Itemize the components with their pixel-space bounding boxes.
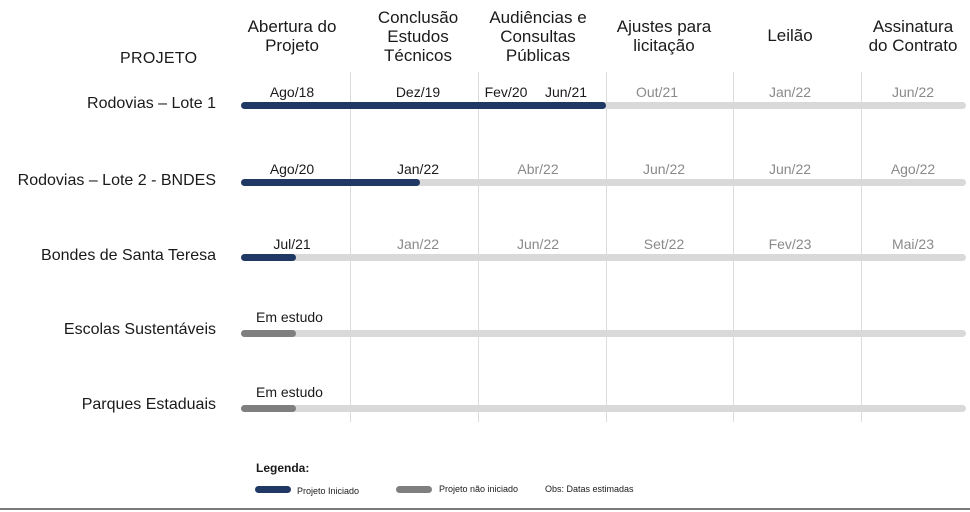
milestone-date: Jun/22 — [642, 161, 686, 177]
milestone-date: Out/21 — [635, 84, 679, 100]
legend-note: Obs: Datas estimadas — [545, 484, 634, 494]
project-label: Bondes de Santa Teresa — [41, 247, 216, 264]
stage-header-1: Conclusão Estudos Técnicos — [377, 8, 459, 65]
legend-swatch-started — [255, 486, 291, 493]
column-separator — [733, 72, 734, 422]
milestone-date: Mai/23 — [891, 236, 935, 252]
milestone-date: Ago/18 — [269, 84, 315, 100]
project-track — [241, 254, 966, 261]
legend-title: Legenda: — [256, 461, 310, 475]
milestone-date: Fev/20 — [484, 84, 528, 100]
column-separator — [606, 72, 607, 422]
project-track — [241, 330, 966, 337]
milestone-date: Jan/22 — [768, 84, 812, 100]
legend-label-started: Projeto Iniciado — [297, 486, 360, 496]
milestone-date: Jun/21 — [544, 84, 588, 100]
stage-header-4: Leilão — [767, 26, 813, 45]
milestone-date: Jun/22 — [516, 236, 560, 252]
milestone-date: Jan/22 — [396, 161, 440, 177]
project-progress-bar — [241, 102, 606, 109]
stage-header-0: Abertura do Projeto — [247, 17, 337, 55]
project-progress-bar — [241, 179, 420, 186]
project-label: Escolas Sustentáveis — [63, 321, 216, 338]
column-separator — [861, 72, 862, 422]
project-label: Rodovias – Lote 1 — [87, 95, 216, 112]
column-separator — [350, 72, 351, 422]
milestone-date: Ago/22 — [890, 161, 936, 177]
column-separator — [478, 72, 479, 422]
project-status-text: Em estudo — [256, 384, 323, 400]
stage-header-2: Audiências e Consultas Públicas — [489, 8, 587, 65]
milestone-date: Dez/19 — [395, 84, 441, 100]
legend-label-not-started: Projeto não iniciado — [439, 484, 519, 494]
project-label: Rodovias – Lote 2 - BNDES — [17, 172, 216, 189]
milestone-date: Ago/20 — [269, 161, 315, 177]
project-track — [241, 405, 966, 412]
project-progress-bar — [241, 405, 296, 412]
project-progress-bar — [241, 330, 296, 337]
milestone-date: Fev/23 — [768, 236, 812, 252]
stage-header-3: Ajustes para licitação — [616, 17, 712, 55]
legend-swatch-not-started — [396, 486, 432, 493]
milestone-date: Jun/22 — [891, 84, 935, 100]
milestone-date: Jul/21 — [273, 236, 311, 252]
milestone-date: Jun/22 — [768, 161, 812, 177]
project-progress-bar — [241, 254, 296, 261]
stage-header-5: Assinatura do Contrato — [868, 17, 958, 55]
project-label: Parques Estaduais — [81, 396, 216, 413]
column-header-projeto: PROJETO — [120, 50, 198, 67]
project-status-text: Em estudo — [256, 309, 323, 325]
bottom-divider — [0, 508, 970, 510]
milestone-date: Jan/22 — [396, 236, 440, 252]
milestone-date: Abr/22 — [517, 161, 559, 177]
milestone-date: Set/22 — [643, 236, 685, 252]
